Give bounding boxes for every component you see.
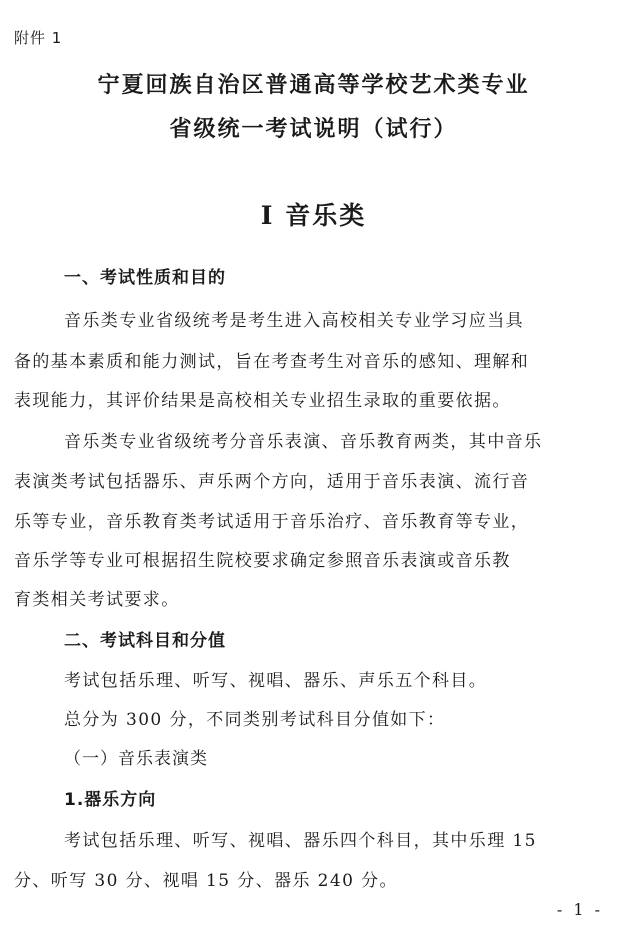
paragraph-line: 音乐类专业省级统考分音乐表演、音乐教育两类，其中音乐 xyxy=(64,432,543,452)
paragraph-line: 考试包括乐理、听写、视唱、器乐、声乐五个科目。 xyxy=(64,671,488,691)
page-number: - 1 - xyxy=(556,900,603,919)
attachment-label: 附件 1 xyxy=(14,29,63,47)
document-title-line-1: 宁夏回族自治区普通高等学校艺术类专业 xyxy=(97,73,530,98)
paragraph-line: 表现能力，其评价结果是高校相关专业招生录取的重要依据。 xyxy=(14,391,511,411)
category-title: I 音乐类 xyxy=(260,201,367,230)
paragraph-line: 乐等专业，音乐教育类考试适用于音乐治疗、音乐教育等专业， xyxy=(14,512,530,532)
paragraph-line: 备的基本素质和能力测试，旨在考查考生对音乐的感知、理解和 xyxy=(14,352,530,372)
paragraph-line: 分、听写 30 分、视唱 15 分、器乐 240 分。 xyxy=(14,871,398,891)
paragraph-line: 考试包括乐理、听写、视唱、器乐四个科目，其中乐理 15 xyxy=(64,831,537,851)
section-2-heading: 二、考试科目和分值 xyxy=(64,631,226,651)
item-heading: 1.器乐方向 xyxy=(64,790,157,810)
section-1-heading: 一、考试性质和目的 xyxy=(64,268,226,288)
paragraph-line: 总分为 300 分，不同类别考试科目分值如下： xyxy=(64,710,446,730)
paragraph-line: 育类相关考试要求。 xyxy=(14,590,180,610)
paragraph-line: 音乐学等专业可根据招生院校要求确定参照音乐表演或音乐教 xyxy=(14,551,511,571)
subsection-heading: （一）音乐表演类 xyxy=(64,749,208,769)
document-title-line-2: 省级统一考试说明（试行） xyxy=(169,117,458,142)
paragraph-line: 音乐类专业省级统考是考生进入高校相关专业学习应当具 xyxy=(64,311,524,331)
paragraph-line: 表演类考试包括器乐、声乐两个方向，适用于音乐表演、流行音 xyxy=(14,472,530,492)
